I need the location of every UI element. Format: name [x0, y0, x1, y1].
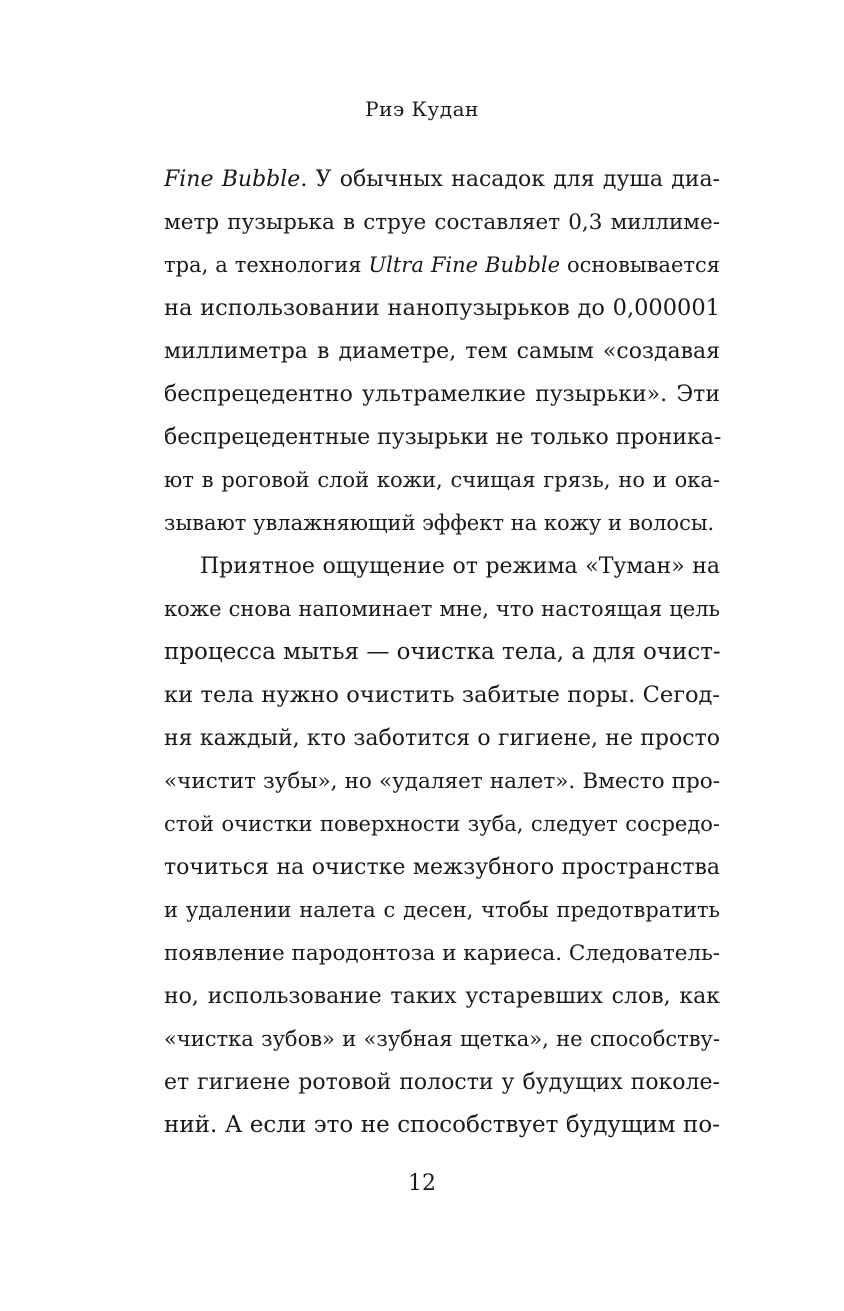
text-line: «чистит зубы», но «удаляет налет». Вместо про- — [164, 769, 720, 794]
text-line: стой очистки поверхности зуба, следует сосредо- — [164, 812, 720, 836]
text-line: ет гигиене ротовой полости у будущих поколе- — [164, 1070, 720, 1095]
line-text: тра, а технология — [164, 253, 369, 277]
text-line — [164, 244, 720, 287]
line-text: основывается — [560, 253, 720, 277]
text-line: миллиметра в диаметре, тем самым «создавая — [164, 339, 720, 364]
page-number: 12 — [408, 1171, 436, 1196]
text-line: появление пародонтоза и кариеса. Следователь- — [164, 941, 721, 966]
text-line: и удалении налета с десен, чтобы предотвратить — [164, 898, 720, 922]
italic-term: Ultra Fine Bubble — [368, 253, 561, 277]
text-line: ня каждый, кто заботится о гигиене, не просто — [164, 726, 720, 751]
running-head: Риэ Кудан — [365, 97, 479, 121]
text-line: ют в роговой слой кожи, счищая грязь, но и ока- — [164, 468, 720, 492]
text-line: ний. А если это не способствует будущим по- — [164, 1112, 720, 1138]
text-line: метр пузырька в струе составляет 0,3 миллиме- — [164, 210, 720, 235]
text-line: беспрецедентно ультрамелкие пузырьки». Эти — [164, 382, 720, 407]
text-line: коже снова напоминает мне, что настоящая цель — [164, 597, 720, 621]
italic-term: Fine Bubble — [164, 167, 301, 192]
text-line: «чистка зубов» и «зубная щетка», не способству- — [164, 1027, 720, 1051]
paragraph-1 — [164, 158, 720, 545]
text-line: беспрецедентные пузырьки не только проника- — [164, 425, 722, 450]
paragraph-2 — [164, 545, 720, 1147]
text-line: ки тела нужно очистить забитые поры. Сегод- — [164, 682, 720, 708]
line-text: . У обычных насадок для душа диа- — [300, 167, 720, 192]
text-line: процесса мытья — очистка тела, а для очист- — [164, 639, 721, 665]
body-text — [164, 158, 720, 1147]
text-line: зывают увлажняющий эффект на кожу и волосы. — [164, 511, 715, 535]
text-line: Приятное ощущение от режима «Туман» на — [200, 554, 720, 579]
text-line: точиться на очистке межзубного пространства — [164, 855, 720, 880]
text-line: на использовании нанопузырьков до 0,000001 — [164, 295, 720, 321]
text-line: но, использование таких устаревших слов, как — [164, 984, 720, 1009]
text-line — [164, 158, 720, 201]
